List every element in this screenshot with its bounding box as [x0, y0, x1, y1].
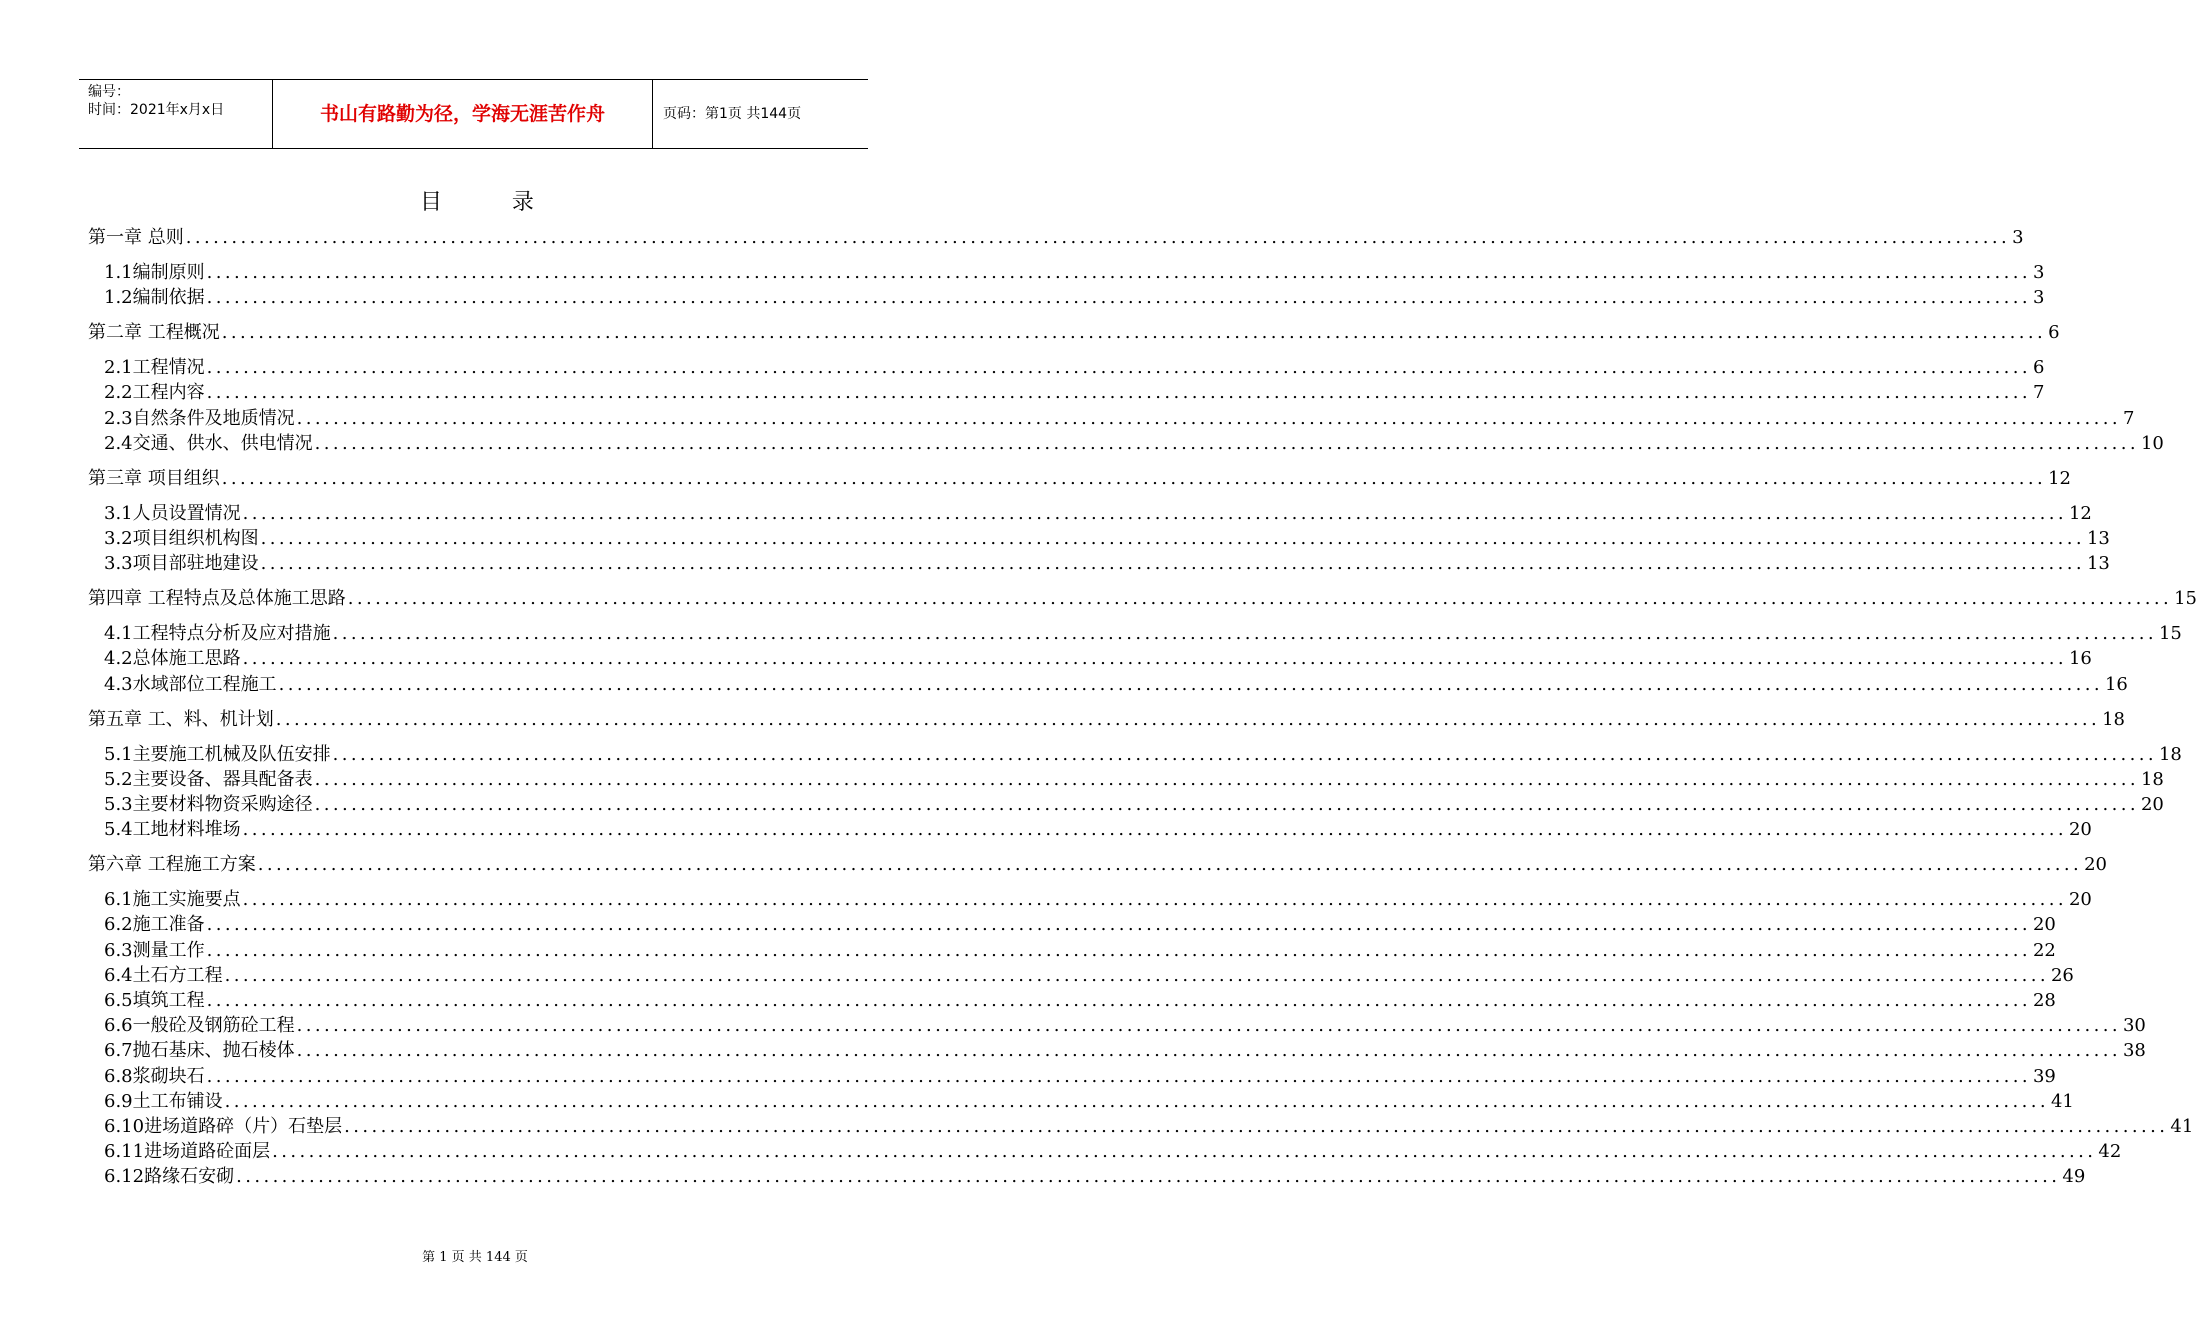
- toc-leader-dots: ........................................................................................................................................................................................................: [206, 1065, 2031, 1087]
- toc-leader-dots: ........................................................................................................................................................................................................: [206, 939, 2031, 961]
- toc-entry-title: 第三章 项目组织: [88, 467, 220, 489]
- toc-entry-title: 2.1工程情况: [104, 357, 205, 379]
- toc-entry-page: 20: [2084, 854, 2107, 876]
- header-meta: [88, 83, 224, 119]
- toc-entry-page: 18: [2102, 708, 2125, 730]
- toc-leader-dots: ........................................................................................................................................................................................................: [314, 432, 2139, 454]
- header-page-info: 页码：第1页 共144页: [663, 106, 802, 122]
- toc-section-entry[interactable]: [104, 818, 2092, 842]
- toc-title: 目 录: [420, 190, 534, 215]
- toc-leader-dots: ........................................................................................................................................................................................................: [236, 1166, 2061, 1188]
- toc-section-entry[interactable]: [104, 381, 2045, 405]
- toc-entry-title: 6.3测量工作: [104, 939, 205, 961]
- toc-entry-page: 38: [2122, 1040, 2146, 1062]
- toc-leader-dots: ........................................................................................................................................................................................................: [314, 794, 2139, 815]
- toc-entry-page: 6: [2032, 357, 2045, 379]
- toc-section-entry[interactable]: [104, 502, 2092, 526]
- toc-entry-page: 20: [2140, 794, 2164, 815]
- toc-entry-title: 第四章 工程特点及总体施工思路: [88, 588, 346, 610]
- toc-entry-page: 30: [2122, 1015, 2146, 1037]
- toc-entry-title: 6.11进场道路砼面层: [104, 1141, 271, 1163]
- toc-entry-title: 1.2编制依据: [104, 287, 205, 309]
- toc-entry-title: 第六章 工程施工方案: [88, 854, 256, 876]
- toc-section-entry[interactable]: [104, 1090, 2074, 1114]
- toc-entry-page: 16: [2104, 673, 2128, 695]
- toc-section-entry[interactable]: [104, 768, 2164, 792]
- toc-section-entry[interactable]: [104, 913, 2056, 937]
- toc-section-entry[interactable]: [104, 1140, 2122, 1164]
- toc-section-entry[interactable]: [104, 622, 2182, 646]
- toc-entry-page: 12: [2048, 467, 2071, 489]
- toc-section-entry[interactable]: [104, 647, 2092, 671]
- toc-entry-title: 4.3水域部位工程施工: [104, 673, 277, 695]
- toc-chapter-entry[interactable]: [88, 853, 2107, 877]
- toc-entry-title: 3.1人员设置情况: [104, 502, 241, 524]
- toc-entry-title: 3.2项目组织机构图: [104, 528, 259, 549]
- toc-leader-dots: ........................................................................................................................................................................................................: [275, 708, 2101, 730]
- toc-section-entry[interactable]: [104, 673, 2128, 697]
- toc-entry-page: 10: [2140, 432, 2164, 454]
- toc-leader-dots: ........................................................................................................................................................................................................: [272, 1141, 2097, 1163]
- toc-section-entry[interactable]: [104, 964, 2074, 988]
- toc-entry-page: 18: [2140, 768, 2164, 790]
- toc-entry-page: 18: [2158, 743, 2182, 765]
- toc-entry-page: 49: [2062, 1166, 2086, 1188]
- toc-entry-title: 6.7抛石基床、抛石棱体: [104, 1040, 295, 1062]
- toc-entry-title: 2.2工程内容: [104, 382, 205, 404]
- toc-entry-page: 20: [2068, 819, 2092, 841]
- toc-leader-dots: ........................................................................................................................................................................................................: [221, 467, 2047, 489]
- toc-entry-page: 20: [2068, 889, 2092, 911]
- toc-entry-title: 2.3自然条件及地质情况: [104, 407, 295, 429]
- toc-leader-dots: ........................................................................................................................................................................................................: [206, 382, 2031, 404]
- toc-chapter-entry[interactable]: [88, 467, 2071, 491]
- toc-entry-page: 3: [2012, 227, 2024, 248]
- toc-section-entry[interactable]: [104, 743, 2182, 767]
- toc-section-entry[interactable]: [104, 793, 2164, 817]
- toc-leader-dots: ........................................................................................................................................................................................................: [224, 1090, 2049, 1112]
- toc-leader-dots: ........................................................................................................................................................................................................: [242, 502, 2067, 524]
- toc-section-entry[interactable]: [104, 989, 2056, 1013]
- toc-entry-page: 7: [2122, 407, 2135, 429]
- toc-chapter-entry[interactable]: [88, 321, 2060, 345]
- toc-entry-title: 6.9土工布铺设: [104, 1090, 223, 1112]
- toc-entry-page: 16: [2068, 648, 2092, 670]
- toc-leader-dots: ........................................................................................................................................................................................................: [221, 322, 2047, 344]
- toc-entry-page: 28: [2032, 990, 2056, 1011]
- toc-section-entry[interactable]: [104, 1165, 2086, 1189]
- toc-entry-title: 第一章 总则: [88, 227, 184, 248]
- toc-leader-dots: ........................................................................................................................................................................................................: [224, 964, 2049, 986]
- toc-leader-dots: ........................................................................................................................................................................................................: [260, 528, 2085, 549]
- toc-entry-title: 第五章 工、料、机计划: [88, 708, 274, 730]
- toc-entry-title: 6.6一般砼及钢筋砼工程: [104, 1015, 295, 1037]
- document-number-label: 编号：: [88, 84, 130, 100]
- toc-entry-page: 26: [2050, 964, 2074, 986]
- toc-section-entry[interactable]: [104, 1115, 2194, 1139]
- toc-entry-title: 4.1工程特点分析及应对措施: [104, 623, 331, 645]
- toc-entry-page: 13: [2086, 528, 2110, 549]
- toc-entry-title: 5.1主要施工机械及队伍安排: [104, 743, 331, 765]
- toc-entry-page: 3: [2032, 262, 2045, 283]
- toc-entry-title: 3.3项目部驻地建设: [104, 553, 259, 575]
- toc-leader-dots: ........................................................................................................................................................................................................: [242, 889, 2067, 911]
- toc-entry-title: 6.5填筑工程: [104, 990, 205, 1011]
- toc-entry-page: 15: [2174, 588, 2197, 610]
- toc-entry-page: 20: [2032, 914, 2056, 936]
- toc-entry-title: 6.4土石方工程: [104, 964, 223, 986]
- toc-section-entry[interactable]: [104, 552, 2110, 576]
- toc-leader-dots: ........................................................................................................................................................................................................: [332, 743, 2157, 765]
- toc-section-entry[interactable]: [104, 356, 2045, 380]
- toc-section-entry[interactable]: [104, 261, 2045, 285]
- toc-entry-page: 6: [2048, 322, 2060, 344]
- page-footer: 第 1 页 共 144 页: [422, 1250, 528, 1265]
- toc-leader-dots: ........................................................................................................................................................................................................: [296, 1040, 2121, 1062]
- toc-section-entry[interactable]: [104, 1014, 2146, 1038]
- toc-leader-dots: ........................................................................................................................................................................................................: [332, 623, 2157, 645]
- toc-entry-title: 6.10进场道路碎（片）石垫层: [104, 1116, 343, 1137]
- toc-leader-dots: ........................................................................................................................................................................................................: [344, 1116, 2169, 1137]
- toc-entry-title: 5.3主要材料物资采购途径: [104, 794, 313, 815]
- toc-entry-page: 3: [2032, 287, 2045, 309]
- toc-entry-title: 6.8浆砌块石: [104, 1065, 205, 1087]
- toc-entry-title: 5.2主要设备、器具配备表: [104, 768, 313, 790]
- toc-entry-title: 6.2施工准备: [104, 914, 205, 936]
- toc-entry-page: 41: [2050, 1090, 2074, 1112]
- toc-leader-dots: ........................................................................................................................................................................................................: [257, 854, 2083, 876]
- toc-entry-page: 41: [2170, 1116, 2194, 1137]
- toc-leader-dots: ........................................................................................................................................................................................................: [206, 914, 2031, 936]
- toc-leader-dots: ........................................................................................................................................................................................................: [278, 673, 2103, 695]
- toc-leader-dots: ........................................................................................................................................................................................................: [314, 768, 2139, 790]
- toc-entry-title: 4.2总体施工思路: [104, 648, 241, 670]
- page-header: [79, 79, 868, 149]
- toc-entry-title: 5.4工地材料堆场: [104, 819, 241, 841]
- toc-leader-dots: ........................................................................................................................................................................................................: [260, 553, 2085, 575]
- toc-leader-dots: ........................................................................................................................................................................................................: [296, 407, 2121, 429]
- toc-leader-dots: ........................................................................................................................................................................................................: [242, 648, 2067, 670]
- toc-section-entry[interactable]: [104, 432, 2164, 456]
- toc-section-entry[interactable]: [104, 1065, 2056, 1089]
- toc-leader-dots: ........................................................................................................................................................................................................: [206, 262, 2031, 283]
- toc-chapter-entry[interactable]: [88, 708, 2125, 732]
- toc-leader-dots: ........................................................................................................................................................................................................: [347, 588, 2173, 610]
- toc-section-entry[interactable]: [104, 407, 2135, 431]
- toc-leader-dots: ........................................................................................................................................................................................................: [185, 227, 2011, 248]
- toc-chapter-entry[interactable]: [88, 587, 2197, 611]
- toc-leader-dots: ........................................................................................................................................................................................................: [242, 819, 2067, 841]
- header-divider: [652, 80, 653, 148]
- toc-entry-title: 1.1编制原则: [104, 262, 205, 283]
- document-time-label: 时间：2021年x月x日: [88, 102, 225, 118]
- toc-entry-title: 6.12路缘石安砌: [104, 1166, 235, 1188]
- toc-entry-title: 2.4交通、供水、供电情况: [104, 432, 313, 454]
- toc-entry-title: 6.1施工实施要点: [104, 889, 241, 911]
- header-motto: 书山有路勤为径，学海无涯苦作舟: [319, 103, 605, 125]
- toc-entry-page: 42: [2098, 1141, 2122, 1163]
- toc-leader-dots: ........................................................................................................................................................................................................: [296, 1015, 2121, 1037]
- toc-section-entry[interactable]: [104, 888, 2092, 912]
- toc-section-entry[interactable]: [104, 939, 2056, 963]
- toc-chapter-entry[interactable]: [88, 226, 2024, 250]
- toc-entry-page: 39: [2032, 1065, 2056, 1087]
- toc-section-entry[interactable]: [104, 1039, 2146, 1063]
- toc-leader-dots: ........................................................................................................................................................................................................: [206, 287, 2031, 309]
- toc-leader-dots: ........................................................................................................................................................................................................: [206, 357, 2031, 379]
- toc-entry-page: 22: [2032, 939, 2056, 961]
- toc-section-entry[interactable]: [104, 286, 2045, 310]
- toc-entry-page: 13: [2086, 553, 2110, 575]
- toc-entry-page: 15: [2158, 623, 2182, 645]
- toc-section-entry[interactable]: [104, 527, 2110, 551]
- toc-entry-title: 第二章 工程概况: [88, 322, 220, 344]
- toc-leader-dots: ........................................................................................................................................................................................................: [206, 990, 2031, 1011]
- toc-entry-page: 12: [2068, 502, 2092, 524]
- toc-entry-page: 7: [2032, 382, 2045, 404]
